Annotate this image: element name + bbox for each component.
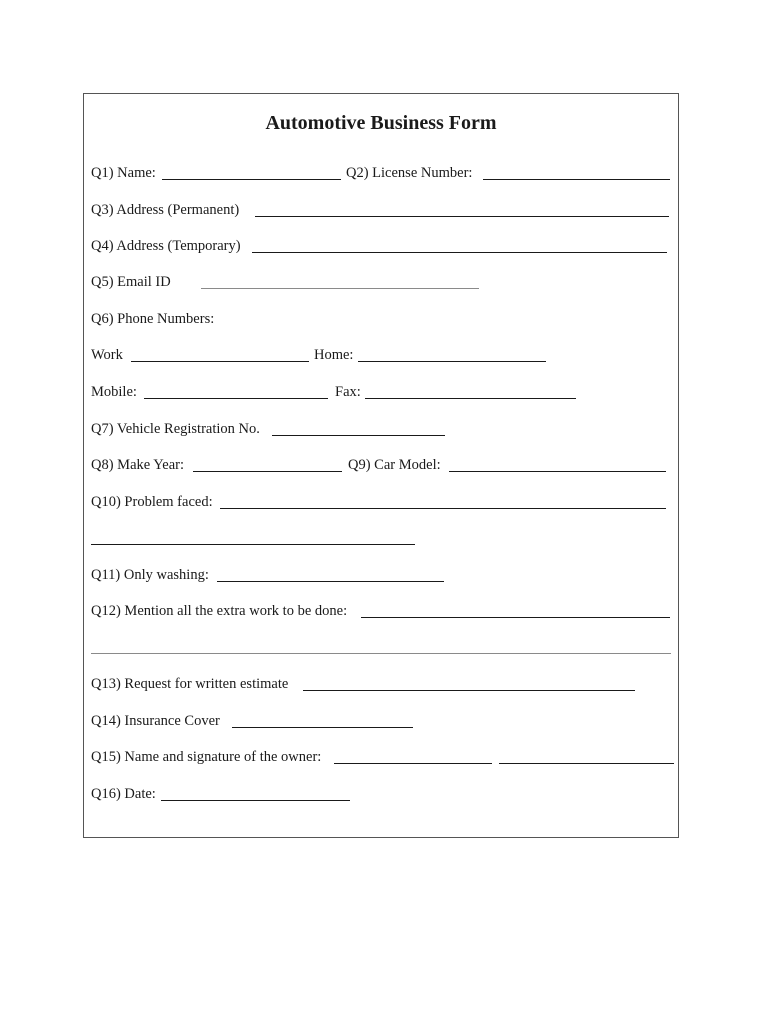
q16-date-field[interactable] (161, 800, 350, 801)
q1-name-label: Q1) Name: (91, 165, 156, 181)
q10-problem-faced-label: Q10) Problem faced: (91, 494, 213, 510)
form-title: Automotive Business Form (265, 112, 497, 134)
q14-insurance-cover-label: Q14) Insurance Cover (91, 713, 220, 729)
q3-address-permanent-label: Q3) Address (Permanent) (91, 202, 240, 218)
q8-make-year-label: Q8) Make Year: (91, 457, 185, 473)
q4-address-temporary-field[interactable] (252, 252, 667, 253)
work-phone-field[interactable] (131, 361, 309, 362)
q9-car-model-field[interactable] (449, 471, 666, 472)
q7-vehicle-registration-field[interactable] (272, 435, 445, 436)
q10-problem-faced-field[interactable] (220, 508, 666, 509)
q9-car-model-label: Q9) Car Model: (348, 457, 441, 473)
q15-owner-signature-field[interactable] (499, 763, 674, 764)
q6-phone-numbers-label: Q6) Phone Numbers: (91, 311, 215, 327)
q8-make-year-field[interactable] (193, 471, 342, 472)
q14-insurance-cover-field[interactable] (232, 727, 413, 728)
q11-only-washing-field[interactable] (217, 581, 444, 582)
q15-owner-name-field[interactable] (334, 763, 492, 764)
home-phone-field[interactable] (358, 361, 546, 362)
q12-extra-work-field[interactable] (361, 617, 670, 618)
mobile-phone-label: Mobile: (91, 384, 137, 400)
q2-license-number-field[interactable] (483, 179, 670, 180)
q5-email-field[interactable] (201, 288, 479, 289)
q12-extra-work-label: Q12) Mention all the extra work to be done: (91, 603, 348, 619)
mobile-phone-field[interactable] (144, 398, 328, 399)
q3-address-permanent-field[interactable] (255, 216, 669, 217)
q2-license-number-label: Q2) License Number: (346, 165, 473, 181)
q13-written-estimate-label: Q13) Request for written estimate (91, 676, 289, 692)
q7-vehicle-registration-label: Q7) Vehicle Registration No. (91, 421, 260, 437)
q4-address-temporary-label: Q4) Address (Temporary) (91, 238, 241, 254)
q15-owner-name-signature-label: Q15) Name and signature of the owner: (91, 749, 322, 765)
q1-name-field[interactable] (162, 179, 341, 180)
fax-label: Fax: (335, 384, 361, 400)
q5-email-label: Q5) Email ID (91, 274, 171, 290)
q13-written-estimate-field[interactable] (303, 690, 635, 691)
fax-field[interactable] (365, 398, 576, 399)
home-phone-label: Home: (314, 347, 354, 363)
q11-only-washing-label: Q11) Only washing: (91, 567, 209, 583)
work-phone-label: Work (91, 347, 123, 363)
q10-problem-faced-field-continued[interactable] (91, 544, 415, 545)
q12-extra-work-field-continued[interactable] (91, 653, 671, 654)
q16-date-label: Q16) Date: (91, 786, 156, 802)
